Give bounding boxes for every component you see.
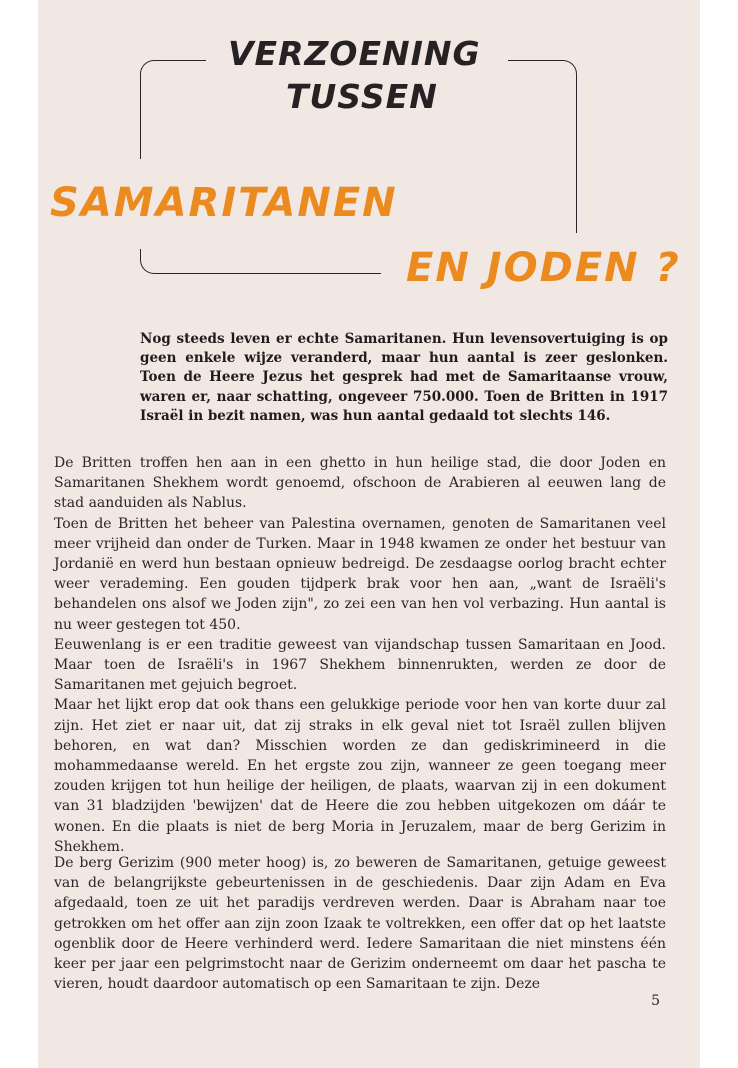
page-number: 5 bbox=[651, 993, 660, 1009]
title-line-en-joden: EN JODEN ? bbox=[406, 245, 681, 291]
title-frame-bottom-left bbox=[140, 249, 381, 274]
body-paragraph-2: De berg Gerizim (900 meter hoog) is, zo beweren de Samaritanen, getuige geweest van de belangrijkste gebeurtenissen in de geschiedenis. Daar zijn Adam en Eva afgedaald, toen ze uit het paradijs verdreven werden. Daar is Abraham naar toe getrokken om het offer aan zijn zoon Izaak te voltrekken, een offer dat op het laatste ogenblik door de Heere verhinderd werd. Iedere Samaritaan die niet minstens één keer per jaar een pelgrimstocht naar de Gerizim onderneemt om daar het pascha te vieren, houdt daardoor automatisch op een Samaritaan te zijn. Deze bbox=[54, 855, 666, 993]
title-frame-top-left bbox=[140, 60, 206, 159]
magazine-page bbox=[38, 0, 700, 1068]
title-line-samaritanen: SAMARITANEN bbox=[50, 180, 398, 226]
intro-paragraph: Nog steeds leven er echte Samaritanen. Hun levensovertuiging is op geen enkele wijze veranderd, maar hun aantal is zeer geslonken. Toen de Heere Jezus het gesprek had met de Samaritaanse vrouw, waren er, naar schatting, ongeveer 750.000. Toen de Britten in 1917 Israël in bezit namen, was hun aantal gedaald tot slechts 146. bbox=[140, 331, 668, 424]
title-line-verzoening: VERZOENING bbox=[228, 34, 481, 73]
title-line-tussen: TUSSEN bbox=[286, 77, 438, 116]
body-paragraph-1: De Britten troffen hen aan in een ghetto in hun heilige stad, die door Joden en Samaritanen Shekhem wordt genoemd, ofschoon de Arabieren al eeuwen lang de stad aanduiden als Nablus. Toen de Britten het beheer van Palestina overnamen, genoten de Samaritanen veel meer vrijheid dan onder de Turken. Maar in 1948 kwamen ze onder het bestuur van Jordanië en werd hun bestaan opnieuw bedreigd. De zesdaagse oorlog bracht echter weer verademing. Een gouden tijdperk brak voor hen aan, „want de Israëli's behandelen ons alsof we Joden zijn", zo zei een van hen vol verbazing. Hun aantal is nu weer gestegen tot 450. Eeuwenlang is er een traditie geweest van vijandschap tussen Samaritaan en Jood. Maar toen de Israëli's in 1967 Shekhem binnenrukten, werden ze door de Samaritanen met gejuich begroet. Maar het lijkt erop dat ook thans een gelukkige periode voor hen van korte duur zal zijn. Het ziet er naar uit, dat zij straks in elk geval niet tot Israël zullen blijven behoren, en wat dan? Misschien worden ze dan gediskrimineerd in die mohammedaanse wereld. En het ergste zou zijn, wanneer ze geen toegang meer zouden krijgen tot hun heilige der heiligen, de plaats, waarvan zij in een dokument van 31 bladzijden 'bewijzen' dat de Heere die zou hebben uitgekozen om dáár te wonen. En die plaats is niet de berg Moria in Jeruzalem, maar de berg Gerizim in Shekhem. bbox=[54, 455, 666, 855]
title-frame-top-right bbox=[508, 60, 577, 233]
